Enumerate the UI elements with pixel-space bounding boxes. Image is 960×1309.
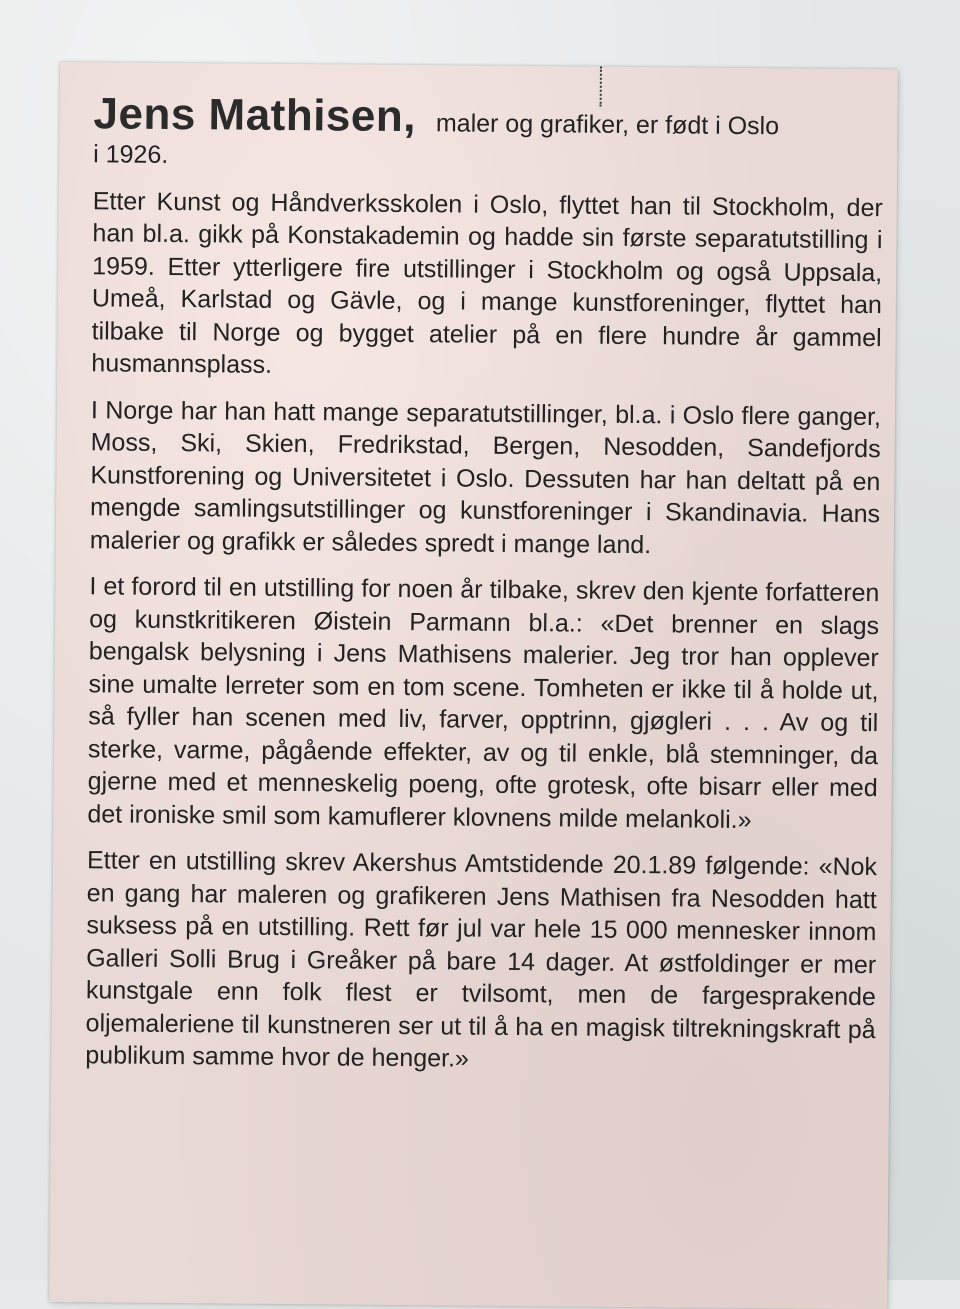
sheet-content <box>85 90 884 1093</box>
artist-name: Jens Mathisen, <box>93 89 417 142</box>
paragraph-parmann-quote: I et forord til en utstilling for noen år tilbake, skrev den kjente forfatteren og kunstkritikeren Øistein Parmann bl.a.: «Det brenner en slags bengalsk belysning i Jens Mathisens malerier. Jeg tror han opplever sine umalte lerreter som en tom scene. Tomheten er ikke til å holde ut, så fyller han scenen med liv, farver, opptrinn, gjøgleri . . . Av og til sterke, varme, pågående effekter, av og til enkle, blå stemninger, da gjerne med et menneskelig poeng, ofte grotesk, ofte bisarr eller med det ironiske smil som kamuflerer klovnens milde melankoli.» <box>87 572 880 834</box>
intro-continuation: i 1926. <box>93 140 169 170</box>
paragraph-education: Etter Kunst og Håndverksskolen i Oslo, flyttet han til Stockholm, der han bl.a. gikk på Konstakademin og hadde sin første separatutstilling i 1959. Etter ytterligere fire utstillinger i Stockholm og også Uppsala, Umeå, Karlstad og Gävle, og i mange kunstforeninger, flyttet han tilbake til Norge og bygget atelier på en flere hundre år gammel husmannsplass. <box>91 187 883 380</box>
info-sheet <box>49 62 898 1309</box>
title-line <box>93 90 883 145</box>
paragraph-newspaper-quote: Etter en utstilling skrev Akershus Amtstidende 20.1.89 følgende: «Nok en gang har maleren og grafikeren Jens Mathisen fra Nesodden hatt suksess på en utstilling. Rett før jul var hele 15 000 mennesker innom Galleri Solli Brug i Greåker på bare 14 dager. At østfoldinger er mer kunstgale enn folk flest er tvilsomt, men de fargesprakende oljemaleriene til kunstneren ser ut til å ha en magisk tiltrekningskraft på publikum samme hvor de henger.» <box>85 846 878 1073</box>
paragraph-exhibitions: I Norge har han hatt mange separatutstillinger, bl.a. i Oslo flere ganger, Moss, Ski, Skien, Fredrikstad, Bergen, Nesodden, Sandefjords Kunstforening og Universitetet i Oslo. Dessuten har han deltatt på en mengde samlingsutstillinger og kunstforeninger i Skandinavia. Hans malerier og grafikk er således spredt i mange land. <box>89 396 882 560</box>
intro-text: maler og grafiker, er født i Oslo <box>435 109 780 141</box>
